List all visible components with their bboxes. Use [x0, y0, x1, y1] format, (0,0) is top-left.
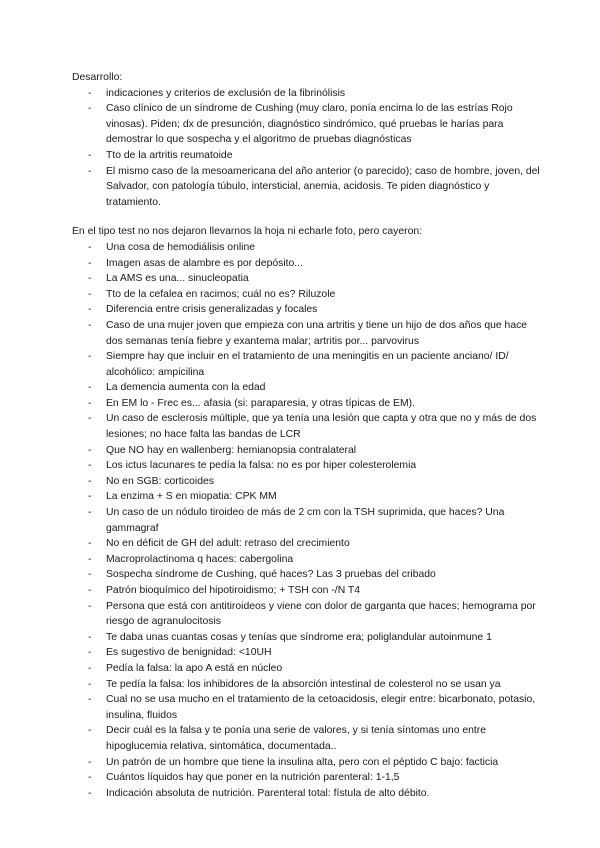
list-item: - La AMS es una... sinucleopatia — [72, 271, 542, 287]
list-item: - indicaciones y criterios de exclusión de la fibrinólisis — [72, 86, 542, 102]
list-item: - Que NO hay en wallenberg: hemianopsia contralateral — [72, 443, 542, 459]
list-item: - Persona que está con antitiroideos y viene con dolor de garganta que haces; hemograma por riesgo de agranulocitosis — [72, 599, 542, 630]
list-item: - Caso clínico de un síndrome de Cushing (muy claro, ponía encima lo de las estrías Rojo vinosas). Piden; dx de presunción, diagnóstico sindrómico, qué pruebas le harías para demostrar lo que sospecha y el algoritmo de pruebas diagnósticas — [72, 101, 542, 148]
list-item: - Tto de la cefalea en racimos; cuál no es? Riluzole — [72, 287, 542, 303]
list-item: - Caso de una mujer joven que empieza con una artritis y tiene un hijo de dos años que hace dos semanas tenía fiebre y exantema malar; artritis por... parvovirus — [72, 318, 542, 349]
list-item: - Siempre hay que incluir en el tratamiento de una meningitis en un paciente anciano/ ID/ alcohólico: ampicilina — [72, 349, 542, 380]
list-item: - Un patrón de un hombre que tiene la insulina alta, pero con el péptido C bajo: facticia — [72, 755, 542, 771]
list-item: - Diferencia entre crisis generalizadas y focales — [72, 302, 542, 318]
section-heading-desarrollo: Desarrollo: — [72, 72, 123, 83]
list-item: - Cuántos líquidos hay que poner en la nutrición parenteral: 1-1,5 — [72, 770, 542, 786]
list-item: - Imagen asas de alambre es por depósito... — [72, 256, 542, 272]
list-item: - Un caso de un nódulo tiroideo de más de 2 cm con la TSH suprimida, que haces? Una gammagraf — [72, 505, 542, 536]
desarrollo-list — [72, 86, 542, 211]
list-item: - No en SGB: corticoides — [72, 474, 542, 490]
list-item: - Decir cuál es la falsa y te ponía una serie de valores, y si tenía síntomas uno entre hipoglucemia relativa, sintomática, documentada.. — [72, 723, 542, 754]
list-item: - Pedía la falsa: la apo A está en núcleo — [72, 661, 542, 677]
list-item: - Sospecha síndrome de Cushing, qué haces? Las 3 pruebas del cribado — [72, 567, 542, 583]
section-heading-tipo-test: En el tipo test no nos dejaron llevarnos la hoja ni echarle foto, pero cayeron: — [72, 226, 423, 238]
list-item: - Cual no se usa mucho en el tratamiento de la cetoacidosis, elegir entre: bicarbonato, potasio, insulina, fluidos — [72, 692, 542, 723]
list-item: - Macroprolactinoma q haces: cabergolina — [72, 552, 542, 568]
list-item: - Tto de la artritis reumatoide — [72, 148, 542, 164]
list-item: - Te pedía la falsa: los inhibidores de la absorción intestinal de colesterol no se usan ya — [72, 677, 542, 693]
list-item: - Es sugestivo de benignidad: <10UH — [72, 645, 542, 661]
section-spacer — [72, 210, 542, 224]
list-item: - No en déficit de GH del adult: retraso del crecimiento — [72, 536, 542, 552]
list-item: - En EM lo - Frec es... afasia (si: paraparesia, y otras típicas de EM). — [72, 396, 542, 412]
list-item: - Patrón bioquímico del hipotiroidismo; + TSH con -/N T4 — [72, 583, 542, 599]
document-body — [72, 70, 542, 801]
list-item: - Indicación absoluta de nutrición. Parenteral total: fístula de alto débito. — [72, 786, 542, 802]
list-item: - La demencia aumenta con la edad — [72, 380, 542, 396]
list-item: - Un caso de esclerosis múltiple, que ya tenía una lesión que capta y otra que no y más de dos lesiones; no hace falta las bandas de LCR — [72, 411, 542, 442]
tipo-test-list — [72, 240, 542, 801]
list-item: - Te daba unas cuantas cosas y tenías que síndrome era; poliglandular autoinmune 1 — [72, 630, 542, 646]
list-item: - Una cosa de hemodiálisis online — [72, 240, 542, 256]
list-item: - Los ictus lacunares te pedía la falsa: no es por hiper colesterolemia — [72, 458, 542, 474]
list-item: - El mismo caso de la mesoamericana del año anterior (o parecido); caso de hombre, joven, del Salvador, con patología túbulo, intersticial, anemia, acidosis. Te piden diagnóstico y tratamiento. — [72, 164, 542, 211]
list-item: - La enzima + S en miopatia: CPK MM — [72, 489, 542, 505]
